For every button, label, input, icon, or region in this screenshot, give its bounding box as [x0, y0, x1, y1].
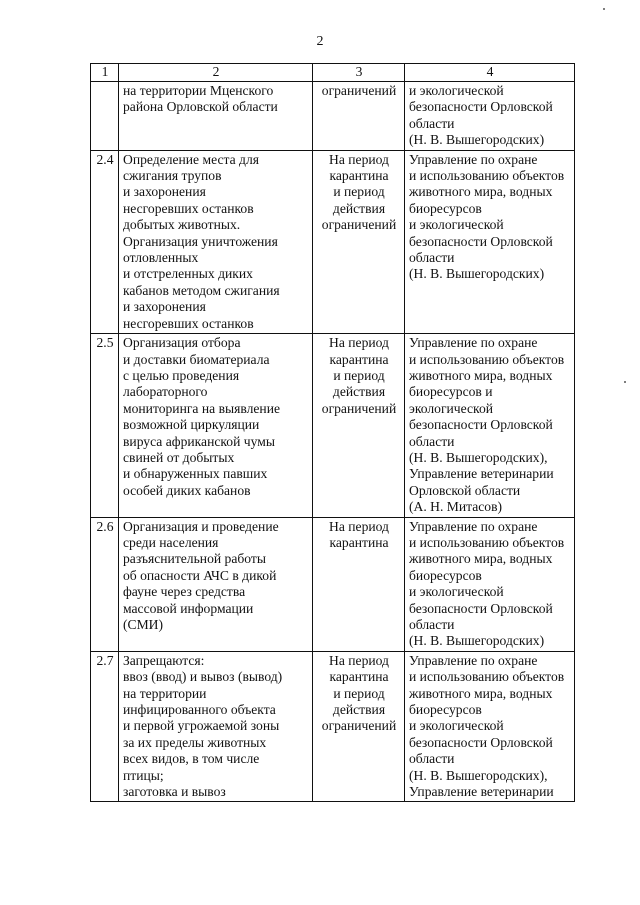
cell-responsible-line: Орловской области [409, 482, 521, 498]
cell-responsible-line: Управление по охране [409, 335, 538, 351]
cell-responsible-line: (Н. В. Вышегородских) [409, 132, 545, 148]
cell-period-line: ограничений [321, 400, 397, 416]
table-row [91, 651, 575, 802]
cell-period-line: карантина [329, 168, 389, 184]
cell-action-line: возможной циркуляции [123, 417, 260, 433]
cell-period [313, 150, 405, 333]
column-header-action: 2 [119, 64, 313, 82]
cell-number: 2.7 [91, 651, 119, 802]
cell-responsible-line: Управление ветеринарии [409, 784, 554, 800]
table-row [91, 517, 575, 651]
cell-period [313, 517, 405, 651]
cell-responsible-line: (Н. В. Вышегородских) [409, 633, 545, 649]
table-body [91, 82, 575, 802]
cell-responsible-line: и экологической [409, 83, 504, 98]
cell-period-line: и период [333, 367, 385, 383]
cell-period-line: На период [329, 151, 389, 167]
cell-action-line: несгоревших останков [123, 315, 254, 331]
cell-responsible-line: животного мира, водных [409, 367, 553, 383]
cell-responsible-line: области [409, 115, 455, 131]
cell-action [119, 150, 313, 333]
cell-action-line: Организация уничтожения [123, 233, 278, 249]
cell-action-line: и захоронения [123, 299, 206, 315]
cell-period-line: и период [333, 685, 385, 701]
cell-responsible [405, 517, 575, 651]
cell-action-line: сжигания трупов [123, 168, 222, 184]
cell-action-line: заготовка и вывоз [123, 784, 226, 800]
cell-action-line: района Орловской области [123, 99, 278, 115]
table-row [91, 334, 575, 517]
cell-action-line: и первой угрожаемой зоны [123, 718, 280, 734]
cell-action-line: инфицированного объекта [123, 702, 276, 718]
cell-responsible-line: безопасности Орловской [409, 417, 553, 433]
cell-responsible-line: животного мира, водных [409, 184, 553, 200]
cell-responsible-line: Управление по охране [409, 151, 538, 167]
cell-responsible [405, 150, 575, 333]
scan-speck [624, 381, 626, 383]
table-row [91, 82, 575, 151]
cell-responsible-line: области [409, 433, 455, 449]
cell-responsible-line: безопасности Орловской [409, 99, 553, 115]
cell-action-line: и обнаруженных павших [123, 466, 268, 482]
cell-action-line: и доставки биоматериала [123, 351, 270, 367]
cell-responsible [405, 334, 575, 517]
cell-action-line: добытых животных. [123, 217, 241, 233]
cell-period-line: карантина [329, 351, 389, 367]
cell-period-line: ограничений [321, 217, 397, 233]
cell-action-line: кабанов методом сжигания [123, 282, 280, 298]
cell-action [119, 82, 313, 151]
cell-responsible-line: безопасности Орловской [409, 600, 553, 616]
cell-responsible-line: области [409, 250, 455, 266]
cell-responsible-line: (Н. В. Вышегородских) [409, 266, 545, 282]
cell-period-line: карантина [329, 534, 389, 550]
cell-responsible-line: (А. Н. Митасов) [409, 499, 503, 515]
cell-number: 2.6 [91, 517, 119, 651]
cell-responsible-line: Управление по охране [409, 652, 538, 668]
page-number: 2 [316, 34, 324, 49]
cell-responsible-line: животного мира, водных [409, 551, 553, 567]
cell-action-line: и отстреленных диких [123, 266, 253, 282]
cell-action-line: птицы; [123, 767, 164, 783]
cell-period-line: и период [333, 184, 385, 200]
cell-action-line: лабораторного [123, 384, 208, 400]
cell-responsible-line: и использованию объектов [409, 351, 565, 367]
cell-responsible-line: экологической [409, 400, 494, 416]
cell-action-line: Определение места для [123, 151, 259, 167]
cell-action-line: (СМИ) [123, 617, 164, 632]
cell-action-line: с целью проведения [123, 367, 240, 383]
cell-action-line: об опасности АЧС в дикой [123, 567, 277, 583]
column-header-period: 3 [313, 64, 405, 82]
cell-action-line: несгоревших останков [123, 200, 254, 216]
cell-period-line: действия [332, 200, 386, 216]
cell-responsible-line: и использованию объектов [409, 168, 565, 184]
cell-responsible-line: области [409, 751, 455, 767]
cell-period [313, 651, 405, 802]
scan-speck [603, 8, 605, 10]
cell-period-line: На период [329, 652, 389, 668]
table-header-row [91, 64, 575, 82]
cell-responsible [405, 82, 575, 151]
cell-action-line: вируса африканской чумы [123, 433, 275, 449]
cell-responsible-line: (Н. В. Вышегородских), [409, 767, 548, 783]
cell-responsible-line: и экологической [409, 584, 504, 600]
column-header-responsible: 4 [405, 64, 575, 82]
cell-action-line: и захоронения [123, 184, 206, 200]
cell-responsible-line: биоресурсов и [409, 384, 493, 400]
cell-responsible-line: животного мира, водных [409, 685, 553, 701]
cell-action-line: Запрещаются: [123, 652, 205, 668]
cell-period [313, 82, 405, 151]
cell-responsible-line: безопасности Орловской [409, 233, 553, 249]
cell-period-line: На период [329, 335, 389, 351]
cell-period-line: ограничений [321, 83, 397, 98]
cell-action-line: всех видов, в том числе [123, 751, 260, 767]
cell-action-line: за их пределы животных [123, 734, 267, 750]
cell-period-line: карантина [329, 669, 389, 685]
cell-responsible-line: области [409, 617, 455, 632]
cell-responsible [405, 651, 575, 802]
cell-period-line: действия [332, 384, 386, 400]
cell-responsible-line: биоресурсов [409, 702, 482, 718]
cell-responsible-line: Управление по охране [409, 518, 538, 534]
cell-responsible-line: и экологической [409, 217, 504, 233]
cell-action-line: среди населения [123, 534, 219, 550]
cell-action-line: свиней от добытых [123, 449, 235, 465]
cell-action [119, 334, 313, 517]
cell-responsible-line: Управление ветеринарии [409, 466, 554, 482]
cell-action-line: массовой информации [123, 600, 254, 616]
cell-action-line: отловленных [123, 250, 199, 266]
cell-responsible-line: и использованию объектов [409, 669, 565, 685]
cell-action-line: разъяснительной работы [123, 551, 266, 567]
cell-action-line: фауне через средства [123, 584, 246, 600]
cell-period-line: действия [332, 702, 386, 718]
cell-action [119, 651, 313, 802]
cell-number [91, 82, 119, 151]
cell-action-line: на территории Мценского [123, 83, 274, 98]
cell-responsible-line: и экологической [409, 718, 504, 734]
measures-table [90, 63, 575, 802]
column-header-number: 1 [91, 64, 119, 82]
table-row [91, 150, 575, 333]
cell-action-line: Организация отбора [123, 335, 241, 351]
cell-responsible-line: биоресурсов [409, 567, 482, 583]
cell-responsible-line: и использованию объектов [409, 534, 565, 550]
cell-number: 2.4 [91, 150, 119, 333]
cell-number: 2.5 [91, 334, 119, 517]
cell-action-line: мониторинга на выявление [123, 400, 281, 416]
cell-period-line: ограничений [321, 718, 397, 734]
cell-responsible-line: биоресурсов [409, 200, 482, 216]
cell-period-line: На период [329, 518, 389, 534]
cell-responsible-line: (Н. В. Вышегородских), [409, 449, 548, 465]
cell-responsible-line: безопасности Орловской [409, 734, 553, 750]
cell-action-line: особей диких кабанов [123, 482, 251, 498]
cell-action [119, 517, 313, 651]
cell-action-line: ввоз (ввод) и вывоз (вывод) [123, 669, 283, 685]
cell-period [313, 334, 405, 517]
cell-action-line: Организация и проведение [123, 518, 279, 534]
cell-action-line: на территории [123, 685, 207, 701]
